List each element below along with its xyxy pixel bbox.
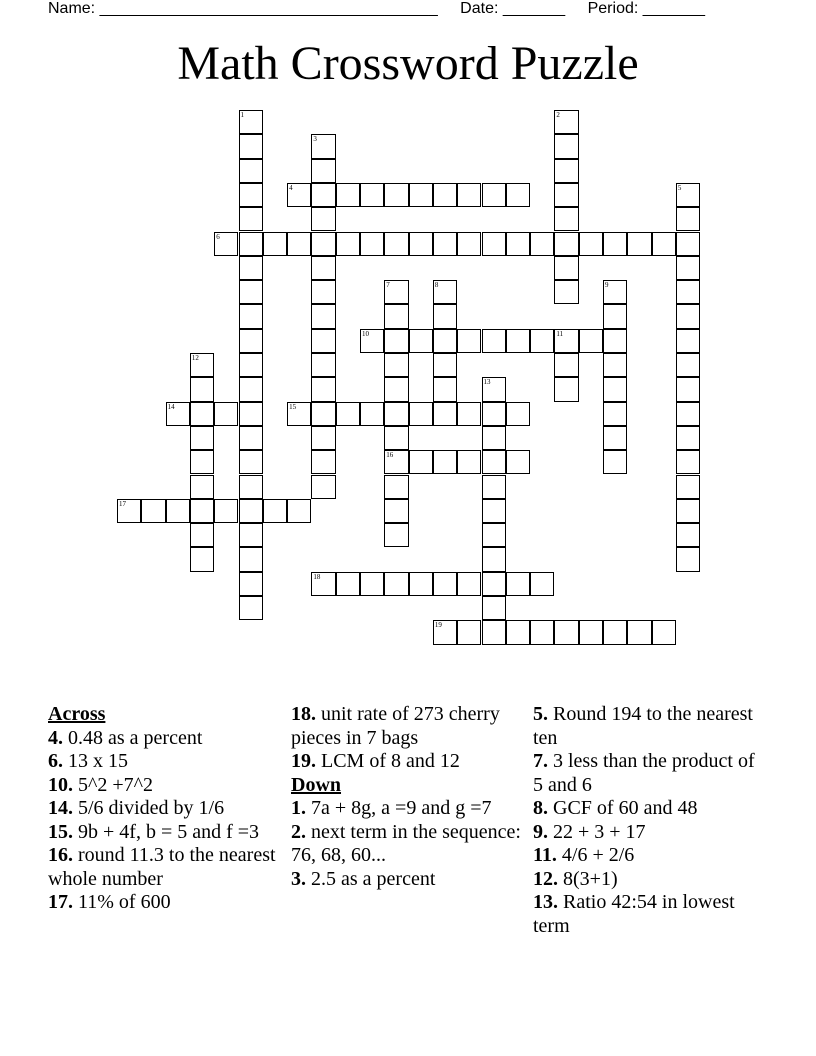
- grid-cell[interactable]: [311, 353, 335, 377]
- date-field[interactable]: Date: _______: [460, 0, 566, 17]
- grid-cell[interactable]: [554, 620, 578, 644]
- clue-number: 4.: [48, 726, 63, 749]
- grid-cell[interactable]: [311, 183, 335, 207]
- grid-cell[interactable]: [239, 450, 263, 474]
- clue: [48, 727, 278, 751]
- grid-cell[interactable]: [530, 232, 554, 256]
- grid-cell[interactable]: [676, 377, 700, 401]
- clue-number: 14.: [48, 797, 73, 819]
- clue-number-label: 16: [386, 451, 394, 460]
- clue-number: 12.: [533, 867, 558, 890]
- grid-cell[interactable]: [409, 232, 433, 256]
- clue-number: 1.: [291, 797, 306, 819]
- grid-cell[interactable]: [409, 183, 433, 207]
- grid-cell[interactable]: [482, 450, 506, 474]
- clue-text: LCM of 8 and 12: [316, 750, 460, 772]
- grid-cell[interactable]: [579, 620, 603, 644]
- grid-cell[interactable]: [676, 256, 700, 280]
- grid-cell[interactable]: [603, 620, 627, 644]
- grid-cell[interactable]: [506, 620, 530, 644]
- clue-number: 11.: [533, 844, 557, 866]
- clue-number: 17.: [48, 891, 73, 913]
- grid-cell[interactable]: [190, 523, 214, 547]
- clue: [533, 797, 763, 821]
- grid-cell[interactable]: [554, 134, 578, 158]
- clue-number: 10.: [48, 773, 73, 796]
- grid-cell[interactable]: [554, 232, 578, 256]
- clue-number-label: 10: [362, 329, 369, 338]
- grid-cell[interactable]: [482, 596, 506, 620]
- grid-cell[interactable]: [384, 402, 408, 426]
- grid-cell[interactable]: [311, 475, 335, 499]
- clue: [291, 797, 521, 821]
- period-field[interactable]: Period: _______: [587, 0, 706, 17]
- grid-cell[interactable]: [457, 572, 481, 596]
- grid-cell[interactable]: [239, 134, 263, 158]
- grid-cell[interactable]: [239, 499, 263, 523]
- grid-cell[interactable]: [239, 353, 263, 377]
- clue-text: 3 less than the product of 5 and 6: [533, 750, 755, 796]
- grid-cell[interactable]: [676, 475, 700, 499]
- grid-cell[interactable]: [676, 280, 700, 304]
- grid-cell[interactable]: [482, 499, 506, 523]
- clue-number-label: 9: [605, 281, 609, 290]
- clue-number: 2.: [291, 820, 306, 843]
- grid-cell[interactable]: [457, 402, 481, 426]
- clue: [533, 821, 763, 845]
- clues-column-3: [533, 703, 763, 938]
- grid-cell[interactable]: [603, 402, 627, 426]
- grid-cell[interactable]: [311, 402, 335, 426]
- clue-number-label: 19: [434, 621, 442, 630]
- clue-number: 13.: [533, 891, 558, 913]
- grid-cell[interactable]: [190, 499, 214, 523]
- clue: [48, 750, 278, 774]
- grid-cell[interactable]: [433, 232, 457, 256]
- grid-cell[interactable]: [239, 426, 263, 450]
- clues-column-2: [291, 703, 521, 891]
- clue-number-label: 2: [556, 111, 560, 119]
- grid-cell[interactable]: [554, 159, 578, 183]
- grid-cell[interactable]: [676, 207, 700, 231]
- across-heading: Across: [48, 703, 106, 725]
- grid-cell[interactable]: [676, 353, 700, 377]
- grid-cell[interactable]: [482, 572, 506, 596]
- grid-cell[interactable]: [311, 159, 335, 183]
- grid-cell[interactable]: [239, 572, 263, 596]
- grid-cell[interactable]: [384, 523, 408, 547]
- grid-cell[interactable]: [433, 353, 457, 377]
- clue-text: 11% of 600: [73, 891, 171, 913]
- clue-number-label: 1: [240, 111, 244, 119]
- grid-cell[interactable]: [384, 426, 408, 450]
- grid-cell[interactable]: [603, 304, 627, 328]
- clue-text: Round 194 to the nearest ten: [533, 703, 753, 749]
- grid-cell[interactable]: [603, 426, 627, 450]
- grid-cell[interactable]: [141, 499, 165, 523]
- clue: [291, 703, 521, 750]
- grid-cell[interactable]: [652, 232, 676, 256]
- grid-cell[interactable]: [287, 499, 311, 523]
- grid-cell[interactable]: [384, 572, 408, 596]
- grid-cell[interactable]: [239, 596, 263, 620]
- grid-cell[interactable]: [676, 523, 700, 547]
- grid-cell[interactable]: [457, 183, 481, 207]
- clue: [533, 703, 763, 750]
- grid-cell[interactable]: [530, 329, 554, 353]
- grid-cell[interactable]: [239, 183, 263, 207]
- grid-cell[interactable]: [190, 402, 214, 426]
- grid-cell[interactable]: [506, 232, 530, 256]
- clue: [48, 891, 278, 915]
- clue-text: 0.48 as a percent: [63, 726, 203, 749]
- grid-cell[interactable]: [579, 232, 603, 256]
- clue: [48, 844, 278, 891]
- clue-text: 7a + 8g, a =9 and g =7: [306, 797, 492, 819]
- grid-cell[interactable]: [239, 547, 263, 571]
- grid-cell[interactable]: [603, 329, 627, 353]
- clue: [291, 750, 521, 774]
- clue-number-label: 5: [677, 183, 682, 192]
- grid-cell[interactable]: [506, 402, 530, 426]
- grid-cell[interactable]: [579, 329, 603, 353]
- grid-cell[interactable]: [676, 402, 700, 426]
- clue: [533, 891, 763, 938]
- clue-number: 8.: [533, 797, 548, 819]
- clue-number: 18.: [291, 703, 316, 725]
- grid-cell[interactable]: [433, 377, 457, 401]
- clue: [533, 750, 763, 797]
- grid-cell[interactable]: [652, 620, 676, 644]
- grid-cell[interactable]: [384, 329, 408, 353]
- grid-cell[interactable]: [311, 280, 335, 304]
- clue-text: 9b + 4f, b = 5 and f =3: [73, 820, 260, 843]
- clue-text: 22 + 3 + 17: [548, 820, 646, 843]
- grid-cell[interactable]: [190, 450, 214, 474]
- name-field[interactable]: Name: ______________________________________: [48, 0, 438, 17]
- grid-cell[interactable]: [530, 572, 554, 596]
- grid-cell[interactable]: [239, 280, 263, 304]
- clue-number: 3.: [291, 867, 306, 890]
- grid-cell[interactable]: [384, 304, 408, 328]
- grid-cell[interactable]: [311, 232, 335, 256]
- clue-text: GCF of 60 and 48: [548, 797, 698, 819]
- clues-column-1: [48, 703, 278, 915]
- grid-cell[interactable]: [311, 304, 335, 328]
- clue-text: 4/6 + 2/6: [556, 844, 635, 866]
- grid-cell[interactable]: [287, 232, 311, 256]
- clue-number: 7.: [533, 750, 548, 772]
- grid-cell[interactable]: [360, 183, 384, 207]
- grid-cell[interactable]: [506, 572, 530, 596]
- grid-cell[interactable]: [190, 547, 214, 571]
- header: [48, 0, 723, 18]
- grid-cell[interactable]: [676, 499, 700, 523]
- grid-cell[interactable]: [530, 620, 554, 644]
- clue-number-label: 6: [216, 232, 220, 241]
- grid-cell[interactable]: [482, 402, 506, 426]
- grid-cell[interactable]: [554, 353, 578, 377]
- grid-cell[interactable]: [506, 450, 530, 474]
- grid-cell[interactable]: [603, 232, 627, 256]
- clue-number-label: 18: [313, 572, 321, 581]
- clue: [291, 821, 521, 868]
- grid-cell[interactable]: [433, 304, 457, 328]
- grid-cell[interactable]: [482, 523, 506, 547]
- grid-cell[interactable]: [482, 547, 506, 571]
- grid-cell[interactable]: [239, 402, 263, 426]
- grid-cell[interactable]: [360, 232, 384, 256]
- grid-cell[interactable]: [554, 183, 578, 207]
- grid-cell[interactable]: [384, 353, 408, 377]
- grid-cell[interactable]: [457, 620, 481, 644]
- clue-number: 15.: [48, 820, 73, 843]
- clue-number-label: 13: [483, 378, 491, 387]
- grid-cell[interactable]: [239, 304, 263, 328]
- clue-number-label: 17: [119, 499, 126, 508]
- grid-cell[interactable]: [239, 232, 263, 256]
- clue-number: 19.: [291, 750, 316, 772]
- grid-cell[interactable]: [482, 232, 506, 256]
- grid-cell[interactable]: [409, 450, 433, 474]
- clue-number-label: 15: [289, 402, 297, 411]
- grid-cell[interactable]: [506, 183, 530, 207]
- clue-number: 6.: [48, 750, 63, 772]
- grid-cell[interactable]: [384, 232, 408, 256]
- grid-cell[interactable]: [360, 402, 384, 426]
- clue-text: 5/6 divided by 1/6: [73, 797, 225, 819]
- grid-cell[interactable]: [311, 256, 335, 280]
- grid-cell[interactable]: [239, 159, 263, 183]
- clue-number-label: 11: [556, 329, 564, 338]
- grid-cell[interactable]: [239, 377, 263, 401]
- grid-cell[interactable]: [239, 256, 263, 280]
- grid-cell[interactable]: [457, 450, 481, 474]
- grid-cell[interactable]: [384, 183, 408, 207]
- grid-cell[interactable]: [433, 402, 457, 426]
- clue-number-label: 3: [313, 135, 317, 144]
- grid-cell[interactable]: [433, 183, 457, 207]
- grid-cell[interactable]: [433, 450, 457, 474]
- grid-cell[interactable]: [384, 499, 408, 523]
- clue-number-label: 7: [386, 281, 390, 290]
- grid-cell[interactable]: [214, 402, 238, 426]
- grid-cell[interactable]: [190, 377, 214, 401]
- clue: [48, 821, 278, 845]
- grid-cell[interactable]: [603, 353, 627, 377]
- grid-cell[interactable]: [166, 499, 190, 523]
- grid-cell[interactable]: [384, 377, 408, 401]
- grid-cell[interactable]: [336, 232, 360, 256]
- grid-cell[interactable]: [384, 475, 408, 499]
- clue-number: 5.: [533, 703, 548, 725]
- clue: [533, 844, 763, 868]
- grid-cell[interactable]: [482, 329, 506, 353]
- grid-cell[interactable]: [627, 232, 651, 256]
- clue-number-label: 12: [191, 354, 199, 362]
- grid-cell[interactable]: [676, 304, 700, 328]
- clue-number-label: 14: [167, 402, 175, 411]
- grid-cell[interactable]: [336, 572, 360, 596]
- grid-cell[interactable]: [603, 450, 627, 474]
- clue: [48, 774, 278, 798]
- grid-cell[interactable]: [627, 620, 651, 644]
- grid-cell[interactable]: [263, 499, 287, 523]
- grid-cell[interactable]: [336, 402, 360, 426]
- grid-cell[interactable]: [554, 207, 578, 231]
- grid-cell[interactable]: [554, 280, 578, 304]
- clue-number: 16.: [48, 844, 73, 866]
- grid-cell[interactable]: [360, 572, 384, 596]
- grid-cell[interactable]: [409, 402, 433, 426]
- crossword-grid: [117, 110, 699, 643]
- grid-cell[interactable]: [676, 426, 700, 450]
- clue: [533, 868, 763, 892]
- clue-text: 8(3+1): [558, 867, 618, 890]
- grid-cell[interactable]: [676, 329, 700, 353]
- grid-cell[interactable]: [506, 329, 530, 353]
- clue-number: 9.: [533, 820, 548, 843]
- grid-cell[interactable]: [311, 377, 335, 401]
- grid-cell[interactable]: [239, 329, 263, 353]
- grid-cell[interactable]: [239, 475, 263, 499]
- clue-text: 2.5 as a percent: [306, 867, 436, 890]
- clue-number-label: 4: [289, 183, 293, 192]
- grid-cell[interactable]: [482, 426, 506, 450]
- clue-text: 5^2 +7^2: [73, 773, 154, 796]
- grid-cell[interactable]: [239, 207, 263, 231]
- grid-cell[interactable]: [263, 232, 287, 256]
- grid-cell[interactable]: [676, 450, 700, 474]
- grid-cell[interactable]: [336, 183, 360, 207]
- grid-cell[interactable]: [457, 329, 481, 353]
- grid-cell[interactable]: [433, 572, 457, 596]
- clue-text: unit rate of 273 cherry pieces in 7 bags: [291, 703, 500, 749]
- grid-cell[interactable]: [239, 523, 263, 547]
- grid-cell[interactable]: [214, 499, 238, 523]
- clue-number-label: 8: [434, 281, 439, 290]
- grid-cell[interactable]: [676, 547, 700, 571]
- grid-cell[interactable]: [409, 572, 433, 596]
- clue: [291, 868, 521, 892]
- grid-cell[interactable]: [409, 329, 433, 353]
- grid-cell[interactable]: [311, 450, 335, 474]
- grid-cell[interactable]: [311, 426, 335, 450]
- down-heading: Down: [291, 773, 342, 796]
- grid-cell[interactable]: [554, 256, 578, 280]
- grid-cell[interactable]: [482, 475, 506, 499]
- clue: [48, 797, 278, 821]
- page-title: Math Crossword Puzzle: [177, 37, 639, 90]
- grid-cell[interactable]: [457, 232, 481, 256]
- clue-text: round 11.3 to the nearest whole number: [48, 844, 276, 890]
- grid-cell[interactable]: [482, 620, 506, 644]
- clue-text: next term in the sequence: 76, 68, 60...: [291, 820, 521, 866]
- grid-cell[interactable]: [554, 377, 578, 401]
- grid-cell[interactable]: [190, 426, 214, 450]
- grid-cell[interactable]: [433, 329, 457, 353]
- grid-cell[interactable]: [311, 207, 335, 231]
- grid-cell[interactable]: [676, 232, 700, 256]
- clue-text: 13 x 15: [63, 750, 128, 772]
- grid-cell[interactable]: [482, 183, 506, 207]
- grid-cell[interactable]: [311, 329, 335, 353]
- grid-cell[interactable]: [190, 475, 214, 499]
- grid-cell[interactable]: [603, 377, 627, 401]
- clue-text: Ratio 42:54 in lowest term: [533, 891, 735, 937]
